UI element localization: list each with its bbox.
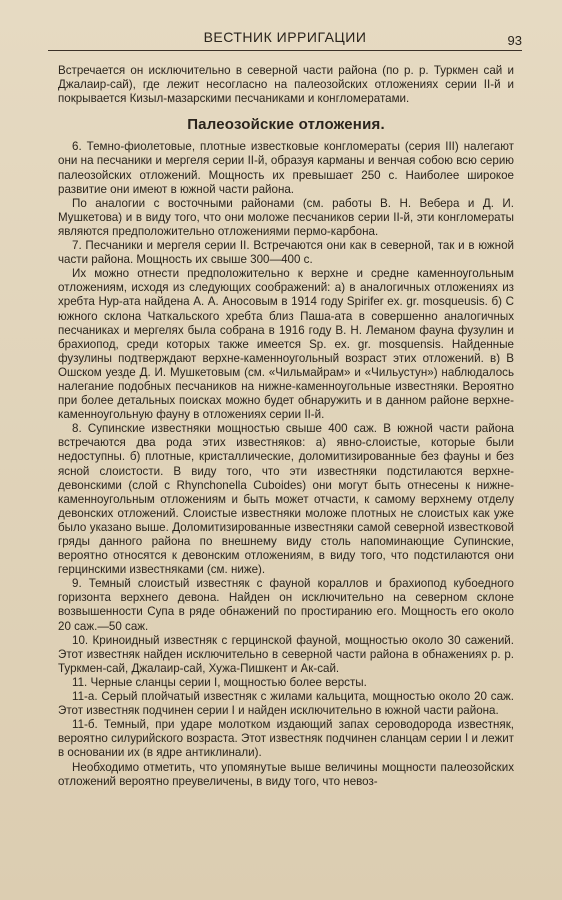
journal-title: ВЕСТНИК ИРРИГАЦИИ bbox=[203, 29, 367, 45]
running-header bbox=[48, 24, 522, 51]
paragraph-7: 7. Песчаники и мергеля серии II. Встречаются они как в северной, так и в южной части района. Мощность их свыше 300—400 с. bbox=[58, 239, 514, 267]
paragraph-6-analogy: По аналогии с восточными районами (см. работы В. Н. Вебера и Д. И. Мушкетова) и в виду того, что они моложе песчаников серии II-й, эти конгломераты являются предположительно отложениями пермо-карбона. bbox=[58, 196, 514, 238]
paragraph-8: 8. Супинские известняки мощностью свыше 400 саж. В южной части района встречаются два рода этих известняков: а) явно-слоистые, которые были недоступны. б) плотные, кристаллические, доломитизированные без фауны и без ясной слоистости. В виду того, что эти известняки подстилаются верхне-девонскими (слой с Rhynchonella Cuboides) они могут быть отнесены к нижне-каменноугольным отложениям и быть может отчасти, к самому верхнему отделу девонских отложений. Слоистые известняки моложе плотных не слоистых как уже было указано выше. Доломитизированные известняки самой северной известковой гряды данного района по внешнему виду столь напоминающие Супинские, вероятно относятся к девонским отложениям, в виду того, что подстилаются они герцинскими известняками (см. ниже). bbox=[58, 422, 514, 577]
section-heading: Палеозойские отложения. bbox=[187, 116, 385, 134]
page-number: 93 bbox=[507, 33, 522, 48]
article-body bbox=[58, 64, 514, 789]
paragraph-6: 6. Темно-фиолетовые, плотные известковые конгломераты (серия III) налегают они на песчаники и мергеля серии II-й, образуя карманы и венчая собою всю серию палеозойских отложений. Мощность их превышает 250 с. Наиболее широкое развитие они имеют в южной части района. bbox=[58, 140, 514, 196]
paragraph-11: 11. Черные сланцы серии I, мощностью более версты. bbox=[72, 675, 367, 689]
paragraph-11b: 11-б. Темный, при ударе молотком издающий запах сероводорода известняк, вероятно силурийского возраста. Этот известняк подчинен сланцам серии I и лежит в основании их (в ядре антиклинали). bbox=[58, 718, 514, 760]
intro-paragraph: Встречается он исключительно в северной части района (по р. р. Туркмен сай и Джалаир-сай), где лежит несогласно на палеозойских отложениях серии II-й и покрывается Кизыл-мазарскими песчаниками и конгломератами. bbox=[58, 64, 514, 106]
paragraph-11a: 11-а. Серый плойчатый известняк с жилами кальцита, мощностью около 20 саж. Этот известняк подчинен серии I и найден исключительно в южной части района. bbox=[58, 690, 514, 718]
paragraph-10: 10. Криноидный известняк с герцинской фауной, мощностью около 30 сажений. Этот известняк найден исключительно в северной части района в обнажениях р. р. Туркмен-сай, Джалаир-сай, Хужа-Пишкент и Ак-сай. bbox=[58, 633, 514, 675]
paragraph-7-age: Их можно отнести предположительно к верхне и средне каменноугольным отложениям, исходя из следующих соображений: а) в аналогичных отложениях из хребта Нур-ата найдена А. А. Аносовым в 1914 году Spirifer ex. gr. mosqueusis. б) С южного склона Чаткальского хребта близ Паша-ата в совершенно аналогичных песчаниках и мергелях была собрана в 1916 году В. Н. Леманом фауна фузулин и брахиопод, среди которых также имеется Sp. ex. gr. mosquensis. Найденные фузулины подтверждают верхне-каменноугольный возраст этих отложений. в) В Ошском уезде Д. И. Мушкетовым (см. «Чильмайрам» и «Чильустун») наблюдалось налегание подобных песчаников на нижне-каменноугольные известняки. Вероятно при более детальных поисках можно будет обнаружить и в данном районе верхне-каменноугольную фауну в отложениях серии II-й. bbox=[58, 267, 514, 422]
paragraph-closing: Необходимо отметить, что упомянутые выше величины мощности палеозойских отложений вероятно преувеличены, в виду того, что невоз- bbox=[58, 760, 514, 788]
paragraph-9: 9. Темный слоистый известняк с фауной кораллов и брахиопод кубоедного горизонта верхнего девона. Найден он исключительно на северном склоне возвышенности Супа в ряде обнажений по простиранию его. Мощность его около 20 саж.—50 саж. bbox=[58, 577, 514, 633]
